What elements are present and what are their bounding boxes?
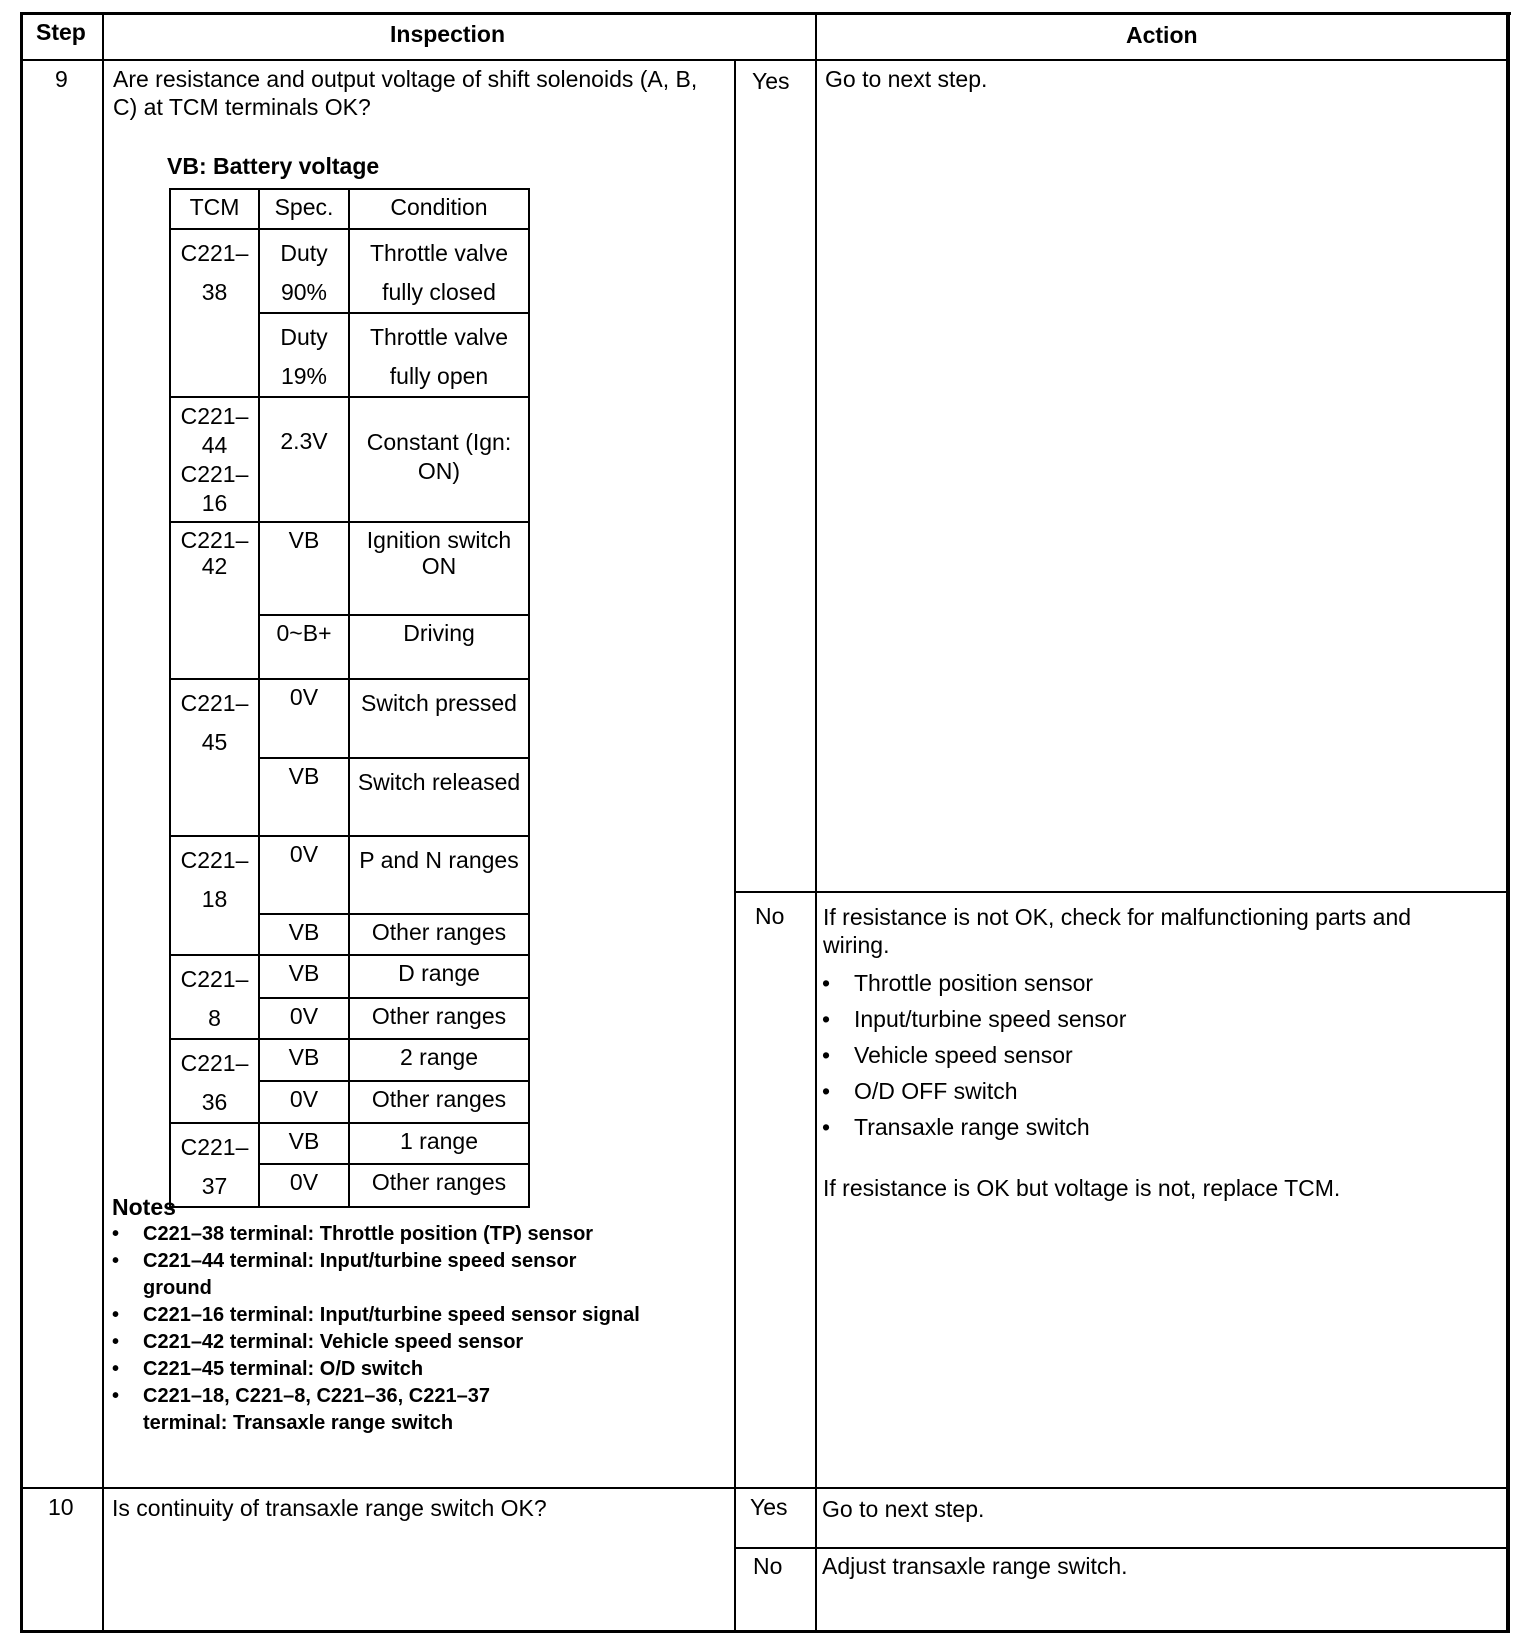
cond-cell: Other ranges <box>349 1081 529 1123</box>
tcm-cell: C221– 18 <box>170 836 259 955</box>
border-bottom <box>20 1630 1510 1633</box>
cond-cell: Throttle valve fully closed <box>349 229 529 313</box>
no-action: Adjust transaxle range switch. <box>822 1553 1128 1579</box>
spec-cell: Duty 19% <box>259 313 349 397</box>
spec-cell: 0V <box>259 1081 349 1123</box>
step-number: 9 <box>55 66 68 92</box>
tcm-cell: C221– 44 C221– 16 <box>170 397 259 522</box>
spec-cell: VB <box>259 1123 349 1164</box>
header-action: Action <box>1126 22 1198 48</box>
tcm-spec-table <box>169 188 530 1208</box>
no-bullet: • O/D OFF switch <box>822 1078 1018 1104</box>
col-header: Condition <box>349 189 529 229</box>
cond-cell: Other ranges <box>349 998 529 1039</box>
cond-cell: Other ranges <box>349 914 529 955</box>
yes-label: Yes <box>750 1494 788 1520</box>
note-item: • C221–44 terminal: Input/turbine speed sensor ground <box>112 1248 623 1302</box>
col-header: TCM <box>170 189 259 229</box>
cond-cell: Driving <box>349 615 529 679</box>
spec-cell: VB <box>259 1039 349 1081</box>
border-right <box>1506 12 1510 1633</box>
col-header: Spec. <box>259 189 349 229</box>
header-step: Step <box>36 19 86 45</box>
spec-cell: VB <box>259 758 349 836</box>
cond-cell: P and N ranges <box>349 836 529 914</box>
no-label: No <box>753 1553 783 1579</box>
yes-action: Go to next step. <box>825 66 988 92</box>
tcm-cell: C221– 36 <box>170 1039 259 1123</box>
tcm-cell: C221– 8 <box>170 955 259 1039</box>
no-label: No <box>755 903 785 929</box>
cond-cell: 1 range <box>349 1123 529 1164</box>
col-action <box>815 12 817 1633</box>
no-bullet: • Input/turbine speed sensor <box>822 1006 1127 1032</box>
tcm-cell: C221– 37 <box>170 1123 259 1207</box>
cond-cell: Switch released <box>349 758 529 836</box>
spec-cell: Duty 90% <box>259 229 349 313</box>
notes <box>112 1194 712 1437</box>
cond-cell: 2 range <box>349 1039 529 1081</box>
step-question: Is continuity of transaxle range switch OK? <box>112 1495 547 1521</box>
note-item: • C221–45 terminal: O/D switch <box>112 1356 712 1383</box>
tcm-cell: C221– 38 <box>170 229 259 397</box>
yes-action: Go to next step. <box>822 1496 985 1522</box>
border-left <box>20 12 23 1633</box>
spec-cell: 0V <box>259 836 349 914</box>
yes-label: Yes <box>752 68 790 94</box>
header-inspection: Inspection <box>390 21 506 47</box>
spec-cell: 2.3V <box>259 397 349 522</box>
no-action-outro: If resistance is OK but voltage is not, replace TCM. <box>823 1175 1341 1201</box>
header-divider <box>20 59 1510 61</box>
spec-cell: VB <box>259 522 349 615</box>
spec-cell: 0V <box>259 998 349 1039</box>
border-top <box>21 12 1511 15</box>
step-number: 10 <box>48 1494 74 1520</box>
note-item: • C221–38 terminal: Throttle position (TP) sensor <box>112 1221 712 1248</box>
tcm-cell: C221– 42 <box>170 522 259 679</box>
spec-cell: 0V <box>259 1164 349 1207</box>
note-item: • C221–42 terminal: Vehicle speed sensor <box>112 1329 712 1356</box>
note-item: • C221–16 terminal: Input/turbine speed sensor signal <box>112 1302 712 1329</box>
col-yesno <box>734 60 736 1633</box>
spec-cell: VB <box>259 914 349 955</box>
spec-cell: 0V <box>259 679 349 758</box>
cond-cell: Other ranges <box>349 1164 529 1207</box>
cond-cell: Throttle valve fully open <box>349 313 529 397</box>
yes-no-divider-10 <box>735 1547 1508 1549</box>
row-divider <box>20 1487 1510 1489</box>
no-action-intro: If resistance is not OK, check for malfunctioning parts and wiring. <box>823 904 1412 958</box>
no-bullet: • Throttle position sensor <box>822 970 1094 996</box>
no-bullet: • Vehicle speed sensor <box>822 1042 1073 1068</box>
cond-cell: Constant (Ign: ON) <box>349 397 529 522</box>
spec-cell: 0~B+ <box>259 615 349 679</box>
cond-cell: Ignition switch ON <box>349 522 529 615</box>
step-question: Are resistance and output voltage of shift solenoids (A, B, C) at TCM terminals OK? <box>113 66 698 120</box>
spec-cell: VB <box>259 955 349 998</box>
notes-title: Notes <box>112 1194 176 1220</box>
tcm-cell: C221– 45 <box>170 679 259 836</box>
no-bullet: • Transaxle range switch <box>822 1114 1090 1140</box>
vb-label: VB: Battery voltage <box>167 153 380 179</box>
col-step <box>102 12 104 1633</box>
yes-no-divider-9 <box>735 891 1508 893</box>
cond-cell: Switch pressed <box>349 679 529 758</box>
note-item: • C221–18, C221–8, C221–36, C221–37 terminal: Transaxle range switch <box>112 1383 543 1437</box>
cond-cell: D range <box>349 955 529 998</box>
